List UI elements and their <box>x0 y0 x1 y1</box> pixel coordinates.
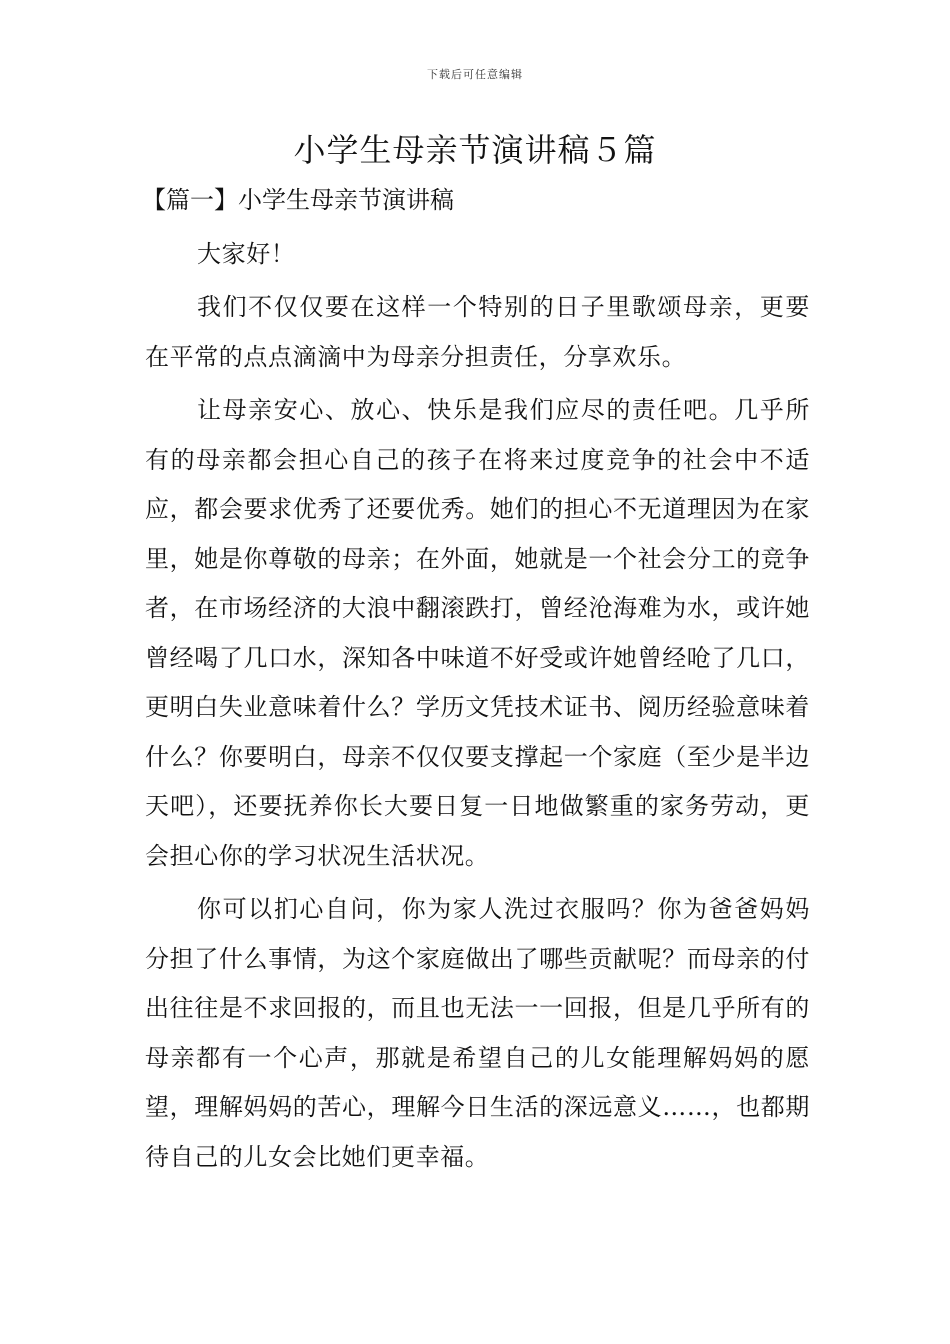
header-note: 下载后可任意编辑 <box>427 68 523 81</box>
document-title: 小学生母亲节演讲稿５篇 <box>293 131 657 169</box>
paragraph-greeting: 大家好！ <box>197 239 296 268</box>
paragraph: 你可以扪心自问，你为家人洗过衣服吗？你为爸爸妈妈分担了什么事情，为这个家庭做出了哪些贡献呢？而母亲的付出往往是不求回报的，而且也无法一一回报，但是几乎所有的母亲都有一个心声，那就是希望自己的儿女能理解妈妈的愿望，理解妈妈的苦心，理解今日生活的深远意义……，也都期待自己的儿女会比她们更幸福。 <box>145 895 810 1171</box>
document-body <box>142 176 810 1182</box>
paragraph: 我们不仅仅要在这样一个特别的日子里歌颂母亲，更要在平常的点点滴滴中为母亲分担责任，分享欢乐。 <box>145 293 810 371</box>
section-heading: 【篇一】小学生母亲节演讲稿 <box>142 186 454 214</box>
paragraph: 让母亲安心、放心、快乐是我们应尽的责任吧。几乎所有的母亲都会担心自己的孩子在将来过度竞争的社会中不适应，都会要求优秀了还要优秀。她们的担心不无道理因为在家里，她是你尊敬的母亲；在外面，她就是一个社会分工的竞争者，在市场经济的大浪中翻滚跌打，曾经沧海难为水，或许她曾经喝了几口水，深知各中味道不好受或许她曾经呛了几口，更明白失业意味着什么？学历文凭技术证书、阅历经验意味着什么？你要明白，母亲不仅仅要支撑起一个家庭（至少是半边天吧），还要抚养你长大要日复一日地做繁重的家务劳动，更会担心你的学习状况生活状况。 <box>145 396 810 870</box>
